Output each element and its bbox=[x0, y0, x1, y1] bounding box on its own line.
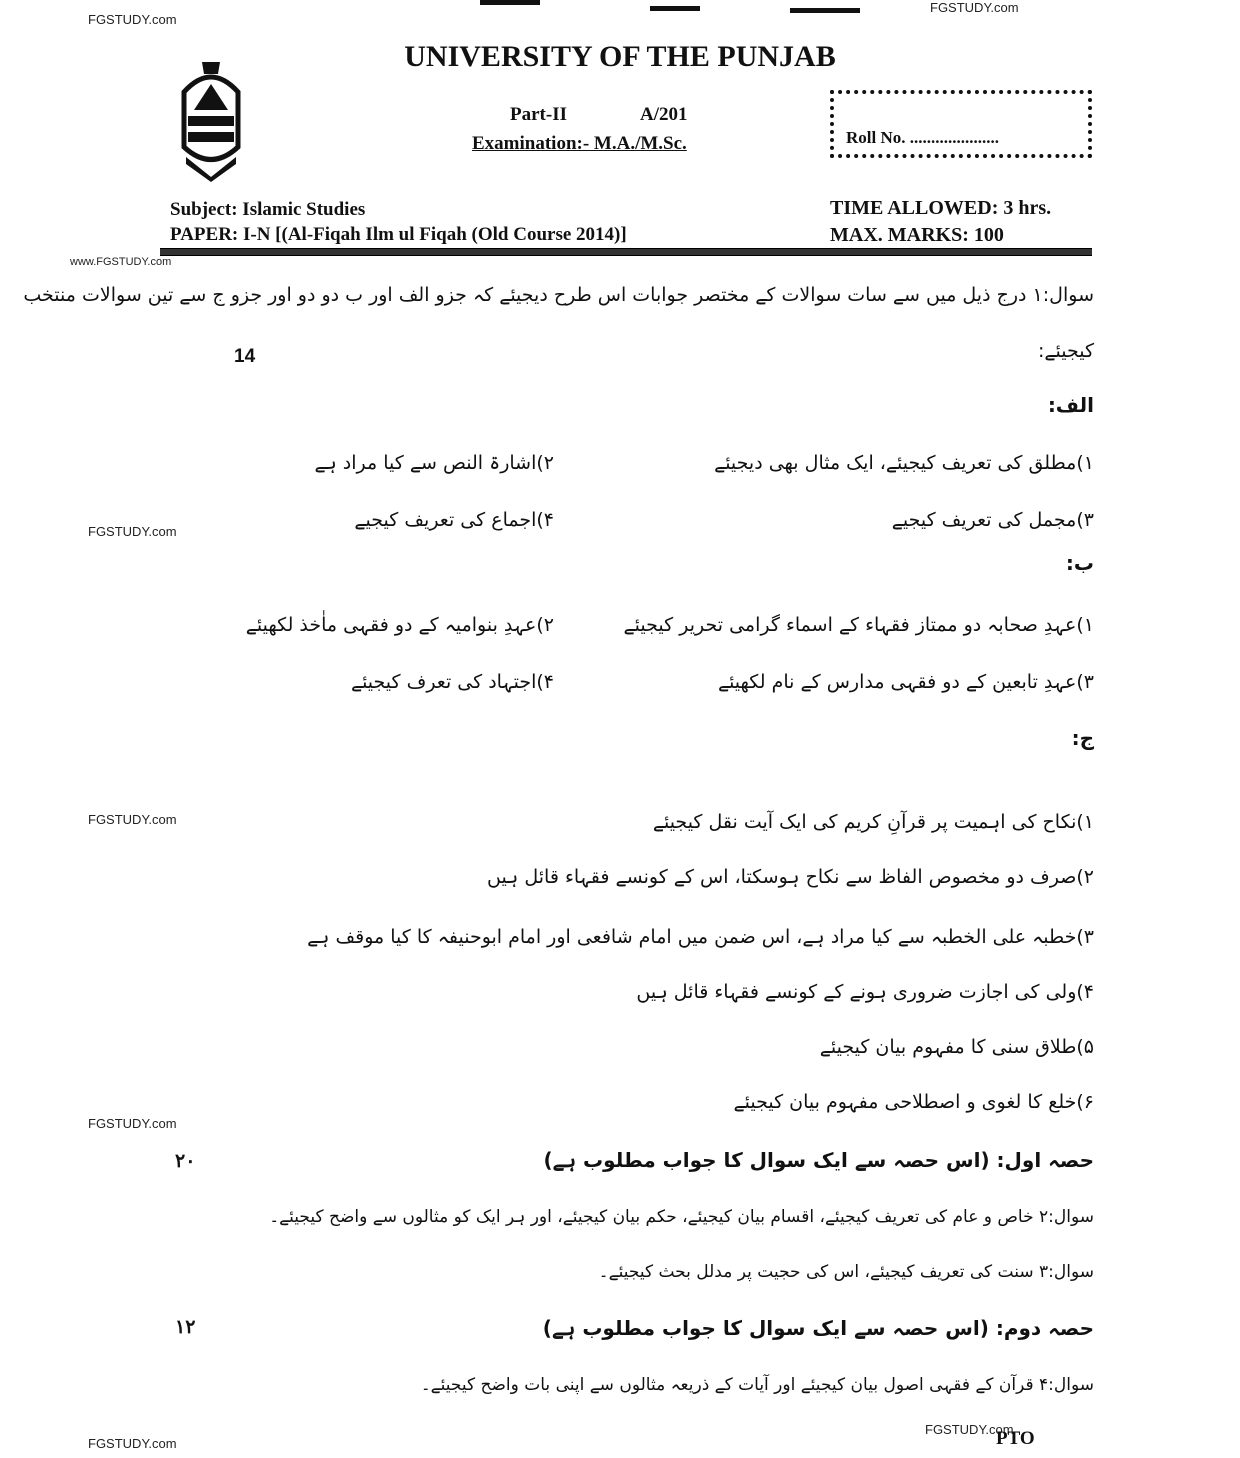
list-item: ۲)اشارۃ النص سے کیا مراد ہے bbox=[314, 452, 554, 474]
university-title: UNIVERSITY OF THE PUNJAB bbox=[404, 40, 836, 73]
watermark: FGSTUDY.com bbox=[88, 524, 177, 539]
watermark: FGSTUDY.com bbox=[88, 1436, 177, 1451]
list-item: ۱)نکاح کی اہمیت پر قرآنِ کریم کی ایک آیت نقل کیجیئے bbox=[652, 811, 1094, 833]
q1-instruction: سوال:۱ درج ذیل میں سے سات سوالات کے مختصر جوابات اس طرح دیجیئے کہ جزو الف اور ب دو دو اور جزو ج سے تین سوالات منتخب bbox=[23, 284, 1094, 306]
watermark: FGSTUDY.com bbox=[88, 812, 177, 827]
header-divider bbox=[160, 248, 1092, 256]
section1-heading: حصہ اول: (اس حصہ سے ایک سوال کا جواب مطلوب ہے) bbox=[543, 1148, 1094, 1172]
section2-marks: ۱۲ bbox=[175, 1317, 196, 1338]
q1-marks: 14 bbox=[234, 346, 256, 367]
q1-instruction-cont: کیجیئے: bbox=[1037, 340, 1094, 362]
list-item: ۳)خطبہ علی الخطبہ سے کیا مراد ہے، اس ضمن میں امام شافعی اور امام ابوحنیفہ کا کیا موقف ہے bbox=[307, 926, 1094, 948]
section1-marks: ۲۰ bbox=[175, 1151, 196, 1172]
list-item: ۴)اجتہاد کی تعرف کیجیئے bbox=[350, 671, 554, 693]
list-item: ۱)عہدِ صحابہ دو ممتاز فقہاء کے اسماء گرامی تحریر کیجیئے bbox=[623, 614, 1094, 636]
roll-number-box bbox=[830, 90, 1092, 158]
pto-label: PTO bbox=[996, 1428, 1035, 1449]
subject-label: Subject: Islamic Studies bbox=[170, 199, 366, 220]
list-item: ۲)عہدِ بنوامیہ کے دو فقہی ماٰخذ لکھیئے bbox=[245, 614, 554, 636]
list-item: ۳)مجمل کی تعریف کیجیے bbox=[891, 509, 1094, 531]
scan-artifact bbox=[650, 6, 700, 11]
paper-code: A/201 bbox=[640, 104, 688, 125]
scan-artifact bbox=[790, 8, 860, 13]
part-jeem-label: ج: bbox=[1071, 726, 1094, 750]
list-item: ۴)اجماع کی تعریف کیجیے bbox=[354, 509, 554, 531]
list-item: ۳)عہدِ تابعین کے دو فقہی مدارس کے نام لکھیئے bbox=[717, 671, 1094, 693]
watermark: FGSTUDY.com bbox=[88, 12, 177, 27]
question-3: سوال:۳ سنت کی تعریف کیجیئے، اس کی حجیت پر مدلل بحث کیجیئے۔ bbox=[598, 1262, 1094, 1282]
time-allowed: TIME ALLOWED: 3 hrs. bbox=[830, 197, 1052, 219]
watermark: www.FGSTUDY.com bbox=[70, 256, 172, 268]
paper-title: PAPER: I-N [(Al-Fiqah Ilm ul Fiqah (Old Course 2014)] bbox=[170, 224, 627, 245]
part-label: Part-II bbox=[510, 104, 567, 125]
part-bay-label: ب: bbox=[1065, 551, 1094, 575]
scan-artifact bbox=[480, 0, 540, 5]
watermark: FGSTUDY.com bbox=[88, 1116, 177, 1131]
roll-number-label: Roll No. ..................... bbox=[846, 128, 999, 147]
part-alif-label: الف: bbox=[1047, 393, 1094, 417]
list-item: ۲)صرف دو مخصوص الفاظ سے نکاح ہوسکتا، اس کے کونسے فقہاء قائل ہیں bbox=[486, 866, 1094, 888]
watermark: FGSTUDY.com bbox=[930, 0, 1019, 15]
list-item: ۵)طلاق سنی کا مفہوم بیان کیجیئے bbox=[819, 1036, 1094, 1058]
list-item: ۴)ولی کی اجازت ضروری ہونے کے کونسے فقہاء قائل ہیں bbox=[636, 981, 1094, 1003]
examination-label: Examination:- M.A./M.Sc. bbox=[472, 133, 687, 154]
question-2: سوال:۲ خاص و عام کی تعریف کیجیئے، اقسام بیان کیجیئے، حکم بیان کیجیئے، اور ہر ایک کو مثالوں سے واضح کیجیئے۔ bbox=[269, 1207, 1094, 1227]
max-marks: MAX. MARKS: 100 bbox=[830, 224, 1004, 246]
question-4: سوال:۴ قرآن کے فقہی اصول بیان کیجیئے اور آیات کے ذریعہ مثالوں سے اپنی بات واضح کیجیئے۔ bbox=[420, 1375, 1094, 1395]
list-item: ۱)مطلق کی تعریف کیجیئے، ایک مثال بھی دیجیئے bbox=[714, 452, 1094, 474]
watermark: FGSTUDY.com bbox=[925, 1422, 1014, 1437]
list-item: ۶)خلع کا لغوی و اصطلاحی مفہوم بیان کیجیئے bbox=[733, 1091, 1094, 1113]
section2-heading: حصہ دوم: (اس حصہ سے ایک سوال کا جواب مطلوب ہے) bbox=[542, 1316, 1094, 1340]
